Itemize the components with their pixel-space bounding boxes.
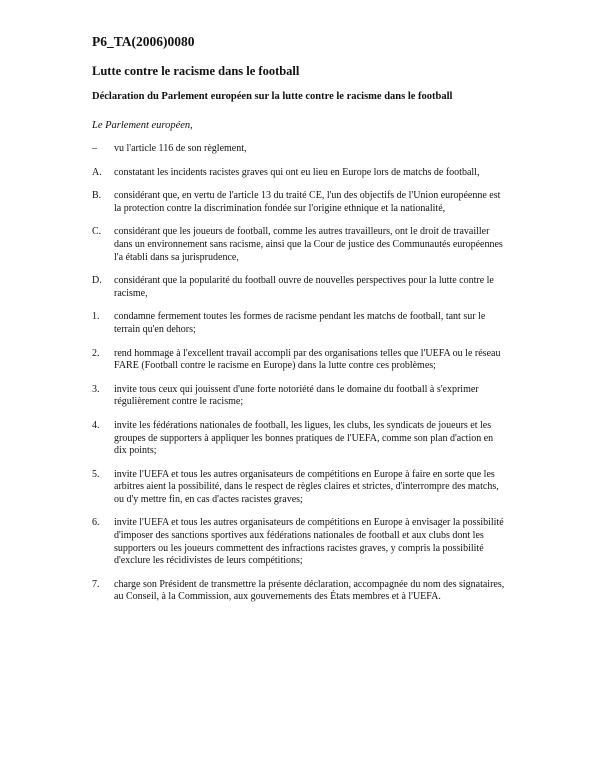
item-marker: 6.	[92, 517, 100, 529]
item-text: invite l'UEFA et tous les autres organisateurs de compétitions en Europe à envisager la possibilité d'imposer des sanctions sportives aux fédérations nationales de football et aux clubs dont les supporters ou les joueurs commettent des infractions racistes graves, y compris la possibilité d'exclure les récidivistes de leurs compétitions;	[114, 517, 504, 567]
item-text: considérant que, en vertu de l'article 13 du traité CE, l'un des objectifs de l'Union européenne est la protection contre la discrimination fondée sur l'origine ethnique et la nationalité,	[114, 190, 501, 214]
item-marker: B.	[92, 190, 102, 202]
declaration-list	[92, 143, 508, 604]
item-text: rend hommage à l'excellent travail accompli par des organisations telles que l'UEFA ou le réseau FARE (Football contre le racisme en Europe) dans la lutte contre ces problèmes;	[114, 347, 501, 372]
list-item	[92, 384, 508, 409]
item-text: invite tous ceux qui jouissent d'une forte notoriété dans le domaine du football à s'exprimer régulièrement contre le racisme;	[114, 383, 479, 408]
list-item	[92, 167, 508, 180]
item-marker: 2.	[92, 347, 100, 359]
item-text: charge son Président de transmettre la présente déclaration, accompagnée du nom des signataires, au Conseil, à la Commission, aux gouvernements des États membres et à l'UEFA.	[114, 578, 505, 603]
list-item	[92, 348, 508, 373]
item-text: considérant que la popularité du football ouvre de nouvelles perspectives pour la lutte contre le racisme,	[114, 275, 494, 299]
document-title: Lutte contre le racisme dans le football	[92, 64, 300, 78]
preamble: Le Parlement européen,	[92, 120, 193, 131]
list-item	[92, 226, 508, 264]
item-text: considérant que les joueurs de football, comme les autres travailleurs, ont le droit de travailler dans un environnement sans racisme, ainsi que la Cour de justice des Communautés européennes l'a établi dans sa jurisprudence,	[114, 226, 503, 263]
item-marker: –	[92, 143, 97, 154]
list-item	[92, 420, 508, 458]
item-text: constatant les incidents racistes graves qui ont eu lieu en Europe lors de matchs de football,	[114, 166, 480, 178]
list-item	[92, 469, 508, 507]
item-marker: 5.	[92, 468, 100, 480]
item-text: vu l'article 116 de son règlement,	[114, 143, 247, 154]
list-item	[92, 275, 508, 300]
document-subtitle: Déclaration du Parlement européen sur la lutte contre le racisme dans le football	[92, 91, 453, 102]
item-marker: C.	[92, 226, 102, 238]
list-item	[92, 143, 508, 156]
item-text: condamne fermement toutes les formes de racisme pendant les matchs de football, tant sur le terrain qu'en dehors;	[114, 311, 486, 335]
list-item	[92, 190, 508, 215]
item-marker: 1.	[92, 311, 100, 323]
item-marker: A.	[92, 166, 102, 178]
item-marker: 7.	[92, 578, 100, 590]
item-text: invite l'UEFA et tous les autres organisateurs de compétitions en Europe à faire en sorte que les arbitres aient la possibilité, dans le respect de règles claires et strictes, d'interrompre des matchs, ou d'y mettre fin, en cas d'actes racistes graves;	[114, 468, 499, 505]
item-marker: 3.	[92, 383, 100, 395]
document-reference: P6_TA(2006)0080	[92, 34, 195, 49]
item-marker: 4.	[92, 419, 100, 431]
item-text: invite les fédérations nationales de football, les ligues, les clubs, les syndicats de joueurs et les groupes de supporters à appliquer les bonnes pratiques de l'UEFA, comme son plan d'action en dix points;	[114, 419, 494, 457]
item-marker: D.	[92, 275, 102, 287]
list-item	[92, 517, 508, 567]
list-item	[92, 311, 508, 336]
list-item	[92, 579, 508, 604]
